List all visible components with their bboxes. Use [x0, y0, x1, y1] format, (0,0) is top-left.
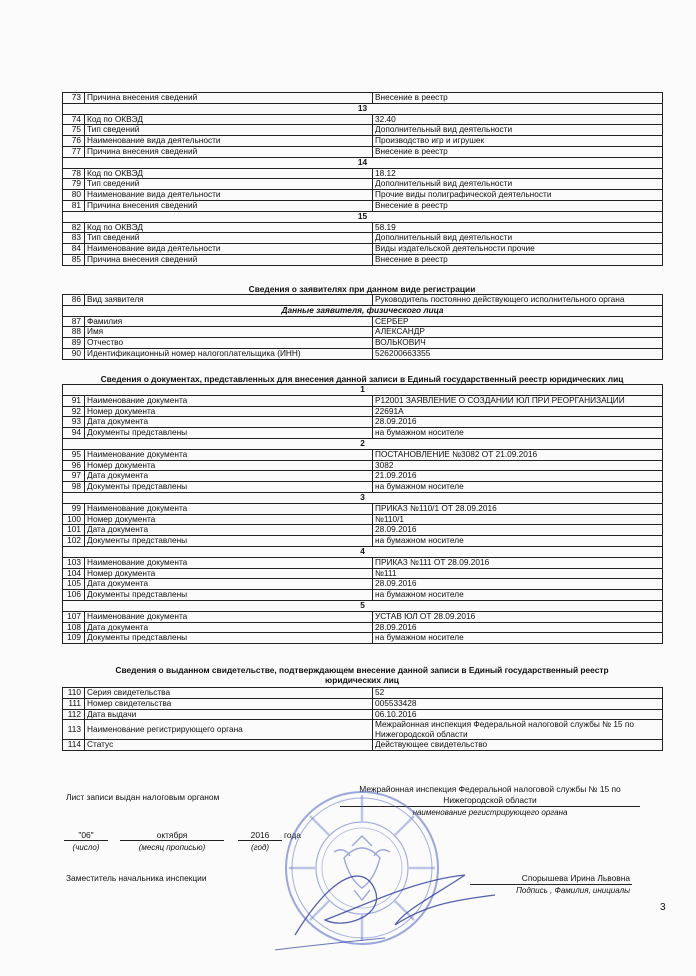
row-number: 85: [63, 254, 85, 265]
row-number: 93: [63, 417, 85, 428]
row-number: 91: [63, 395, 85, 406]
table-row: [63, 136, 663, 147]
row-number: 113: [63, 720, 85, 740]
row-value: Производство игр и игрушек: [373, 136, 663, 147]
row-number: 86: [63, 295, 85, 306]
row-value: 06.10.2016: [373, 709, 663, 720]
row-label: Документы представлены: [85, 482, 373, 493]
row-number: 94: [63, 428, 85, 439]
table-row: [63, 611, 663, 622]
row-number: 75: [63, 125, 85, 136]
row-number: 112: [63, 709, 85, 720]
row-label: Отчество: [85, 338, 373, 349]
row-value: ВОЛЬКОВИЧ: [373, 338, 663, 349]
certificate-table: [62, 687, 663, 751]
row-number: 74: [63, 114, 85, 125]
table-row: [63, 146, 663, 157]
table-row: [63, 720, 663, 740]
row-number: 98: [63, 482, 85, 493]
row-label: Наименование документа: [85, 449, 373, 460]
group-number: 13: [63, 103, 663, 114]
row-number: 96: [63, 460, 85, 471]
row-number: 81: [63, 200, 85, 211]
row-number: 101: [63, 525, 85, 536]
table-row: [63, 114, 663, 125]
documents-section-title: Сведения о документах, представленных для внесения данной записи в Единый государственный реестр юридических лиц: [100, 374, 624, 384]
certificate-section-title-line1: Сведения о выданном свидетельстве, подтверждающем внесение данной записи в Единый государственный реестр: [115, 665, 609, 675]
row-value: Дополнительный вид деятельности: [373, 179, 663, 190]
table-row: [63, 125, 663, 136]
table-row: [63, 557, 663, 568]
okved-table: [62, 92, 663, 266]
year-underline: [238, 840, 282, 841]
row-number: 90: [63, 348, 85, 359]
row-number: 77: [63, 146, 85, 157]
row-number: 92: [63, 406, 85, 417]
date-month: октября: [156, 830, 188, 840]
table-row: [63, 579, 663, 590]
subheader-label: Данные заявителя, физического лица: [63, 305, 663, 316]
row-value: 52: [373, 688, 663, 699]
table-row: [63, 417, 663, 428]
row-value: Прочие виды полиграфической деятельности: [373, 190, 663, 201]
table-row: [63, 254, 663, 265]
row-value: 526200663355: [373, 348, 663, 359]
row-label: Номер документа: [85, 406, 373, 417]
row-value: Внесение в реестр: [373, 200, 663, 211]
table-row: [63, 503, 663, 514]
table-row: [63, 428, 663, 439]
row-label: Наименование документа: [85, 503, 373, 514]
row-label: Дата документа: [85, 417, 373, 428]
authority-caption: наименование регистрирующего органа: [412, 808, 568, 817]
certificate-section-title-line2: юридических лиц: [325, 675, 399, 685]
table-row: [63, 348, 663, 359]
table-row: [63, 244, 663, 255]
month-underline: [120, 840, 224, 841]
row-number: 106: [63, 590, 85, 601]
row-label: Дата выдачи: [85, 709, 373, 720]
row-value: на бумажном носителе: [373, 590, 663, 601]
group-header-row: [63, 157, 663, 168]
row-number: 84: [63, 244, 85, 255]
row-label: Имя: [85, 327, 373, 338]
row-number: 87: [63, 316, 85, 327]
row-value: на бумажном носителе: [373, 482, 663, 493]
row-label: Код по ОКВЭД: [85, 222, 373, 233]
row-label: Фамилия: [85, 316, 373, 327]
group-header-row: [63, 492, 663, 503]
row-number: 95: [63, 449, 85, 460]
documents-table: [62, 384, 663, 644]
group-number: 15: [63, 211, 663, 222]
row-label: Тип сведений: [85, 125, 373, 136]
row-value: ПРИКАЗ №110/1 ОТ 28.09.2016: [373, 503, 663, 514]
date-year: 2016: [250, 830, 270, 840]
row-label: Наименование вида деятельности: [85, 244, 373, 255]
row-value: Действующее свидетельство: [373, 740, 663, 751]
table-row: [63, 622, 663, 633]
row-number: 108: [63, 622, 85, 633]
row-label: Наименование документа: [85, 395, 373, 406]
row-value: 18.12: [373, 168, 663, 179]
row-value: 005533428: [373, 698, 663, 709]
table-row: [63, 395, 663, 406]
row-label: Тип сведений: [85, 233, 373, 244]
group-header-row: [63, 385, 663, 396]
table-row: [63, 338, 663, 349]
row-label: Дата документа: [85, 525, 373, 536]
row-value: Дополнительный вид деятельности: [373, 125, 663, 136]
day-caption: (число): [72, 843, 100, 852]
group-number: 2: [63, 438, 663, 449]
position-label: Заместитель начальника инспекции: [66, 873, 207, 883]
row-number: 100: [63, 514, 85, 525]
table-row: [63, 525, 663, 536]
group-header-row: [63, 211, 663, 222]
table-row: [63, 633, 663, 644]
row-value: Межрайонная инспекция Федеральной налоговой службы № 15 по Нижегородской области: [373, 720, 663, 740]
row-number: 73: [63, 93, 85, 104]
row-number: 110: [63, 688, 85, 699]
row-label: Вид заявителя: [85, 295, 373, 306]
row-value: 58.19: [373, 222, 663, 233]
row-number: 82: [63, 222, 85, 233]
row-label: Наименование документа: [85, 611, 373, 622]
group-header-row: [63, 438, 663, 449]
issued-label: Лист записи выдан налоговым органом: [66, 792, 220, 802]
row-label: Наименование документа: [85, 557, 373, 568]
row-label: Номер свидетельства: [85, 698, 373, 709]
table-row: [63, 698, 663, 709]
table-row: [63, 222, 663, 233]
row-number: 99: [63, 503, 85, 514]
table-row: [63, 190, 663, 201]
table-row: [63, 200, 663, 211]
authority-line2: Нижегородской области: [443, 795, 537, 805]
row-number: 107: [63, 611, 85, 622]
row-value: Руководитель постоянно действующего исполнительного органа: [373, 295, 663, 306]
table-row: [63, 449, 663, 460]
row-label: Статус: [85, 740, 373, 751]
row-number: 109: [63, 633, 85, 644]
row-label: Документы представлены: [85, 590, 373, 601]
row-value: на бумажном носителе: [373, 633, 663, 644]
applicants-table: [62, 294, 663, 360]
row-label: Код по ОКВЭД: [85, 168, 373, 179]
month-caption: (месяц прописью): [138, 843, 206, 852]
table-row: [63, 709, 663, 720]
row-label: Номер документа: [85, 568, 373, 579]
row-number: 88: [63, 327, 85, 338]
group-number: 4: [63, 546, 663, 557]
group-number: 3: [63, 492, 663, 503]
table-row: [63, 168, 663, 179]
row-label: Тип сведений: [85, 179, 373, 190]
row-number: 103: [63, 557, 85, 568]
row-value: СЕРБЕР: [373, 316, 663, 327]
row-value: ПОСТАНОВЛЕНИЕ №3082 ОТ 21.09.2016: [373, 449, 663, 460]
row-label: Наименование регистрирующего органа: [85, 720, 373, 740]
row-label: Идентификационный номер налогоплательщика (ИНН): [85, 348, 373, 359]
row-label: Причина внесения сведений: [85, 200, 373, 211]
date-day: "06": [78, 830, 94, 840]
row-label: Дата документа: [85, 471, 373, 482]
table-row: [63, 460, 663, 471]
table-row: [63, 93, 663, 104]
page-number: 3: [660, 902, 666, 913]
row-value: Внесение в реестр: [373, 146, 663, 157]
row-number: 111: [63, 698, 85, 709]
row-number: 76: [63, 136, 85, 147]
signer-caption: Подпись , Фамилия, инициалы: [516, 886, 630, 895]
row-label: Причина внесения сведений: [85, 146, 373, 157]
applicants-section-title: Сведения о заявителях при данном виде регистрации: [248, 284, 476, 294]
row-value: на бумажном носителе: [373, 428, 663, 439]
row-label: Код по ОКВЭД: [85, 114, 373, 125]
signer-name: Спорышева Ирина Львовна: [521, 873, 630, 883]
row-label: Дата документа: [85, 622, 373, 633]
row-number: 83: [63, 233, 85, 244]
row-value: Внесение в реестр: [373, 254, 663, 265]
day-underline: [64, 840, 108, 841]
row-value: №111: [373, 568, 663, 579]
table-row: [63, 406, 663, 417]
table-row: [63, 688, 663, 699]
table-row: [63, 740, 663, 751]
group-header-row: [63, 546, 663, 557]
row-value: 21.09.2016: [373, 471, 663, 482]
row-value: 32.40: [373, 114, 663, 125]
row-label: Серия свидетельства: [85, 688, 373, 699]
row-value: АЛЕКСАНДР: [373, 327, 663, 338]
row-value: 28.09.2016: [373, 417, 663, 428]
table-row: [63, 590, 663, 601]
row-label: Причина внесения сведений: [85, 93, 373, 104]
row-number: 80: [63, 190, 85, 201]
row-value: Виды издательской деятельности прочие: [373, 244, 663, 255]
row-number: 97: [63, 471, 85, 482]
group-header-row: [63, 600, 663, 611]
row-value: №110/1: [373, 514, 663, 525]
row-label: Документы представлены: [85, 536, 373, 547]
row-label: Наименование вида деятельности: [85, 136, 373, 147]
date-year-suffix: года: [284, 830, 301, 840]
row-label: Документы представлены: [85, 428, 373, 439]
row-value: 3082: [373, 460, 663, 471]
table-row: [63, 179, 663, 190]
row-number: 89: [63, 338, 85, 349]
table-row: [63, 327, 663, 338]
signature-icon: [255, 850, 505, 960]
subheader-row: [63, 305, 663, 316]
row-label: Причина внесения сведений: [85, 254, 373, 265]
row-label: Номер документа: [85, 460, 373, 471]
group-number: 5: [63, 600, 663, 611]
row-value: Внесение в реестр: [373, 93, 663, 104]
table-row: [63, 471, 663, 482]
row-label: Документы представлены: [85, 633, 373, 644]
row-number: 114: [63, 740, 85, 751]
table-row: [63, 514, 663, 525]
row-value: ПРИКАЗ №111 ОТ 28.09.2016: [373, 557, 663, 568]
row-number: 102: [63, 536, 85, 547]
authority-line1: Межрайонная инспекция Федеральной налоговой службы № 15 по: [359, 784, 621, 794]
table-row: [63, 316, 663, 327]
row-number: 105: [63, 579, 85, 590]
row-label: Наименование вида деятельности: [85, 190, 373, 201]
table-row: [63, 536, 663, 547]
group-header-row: [63, 103, 663, 114]
group-number: 1: [63, 385, 663, 396]
row-value: 22691А: [373, 406, 663, 417]
table-row: [63, 233, 663, 244]
row-number: 79: [63, 179, 85, 190]
row-number: 104: [63, 568, 85, 579]
table-row: [63, 295, 663, 306]
row-value: 28.09.2016: [373, 579, 663, 590]
row-value: на бумажном носителе: [373, 536, 663, 547]
table-row: [63, 568, 663, 579]
year-caption: (год): [250, 843, 270, 852]
row-value: Дополнительный вид деятельности: [373, 233, 663, 244]
row-value: 28.09.2016: [373, 525, 663, 536]
row-label: Номер документа: [85, 514, 373, 525]
row-value: Р12001 ЗАЯВЛЕНИЕ О СОЗДАНИИ ЮЛ ПРИ РЕОРГАНИЗАЦИИ: [373, 395, 663, 406]
group-number: 14: [63, 157, 663, 168]
table-row: [63, 482, 663, 493]
row-label: Дата документа: [85, 579, 373, 590]
row-value: УСТАВ ЮЛ ОТ 28.09.2016: [373, 611, 663, 622]
row-number: 78: [63, 168, 85, 179]
row-value: 28.09.2016: [373, 622, 663, 633]
